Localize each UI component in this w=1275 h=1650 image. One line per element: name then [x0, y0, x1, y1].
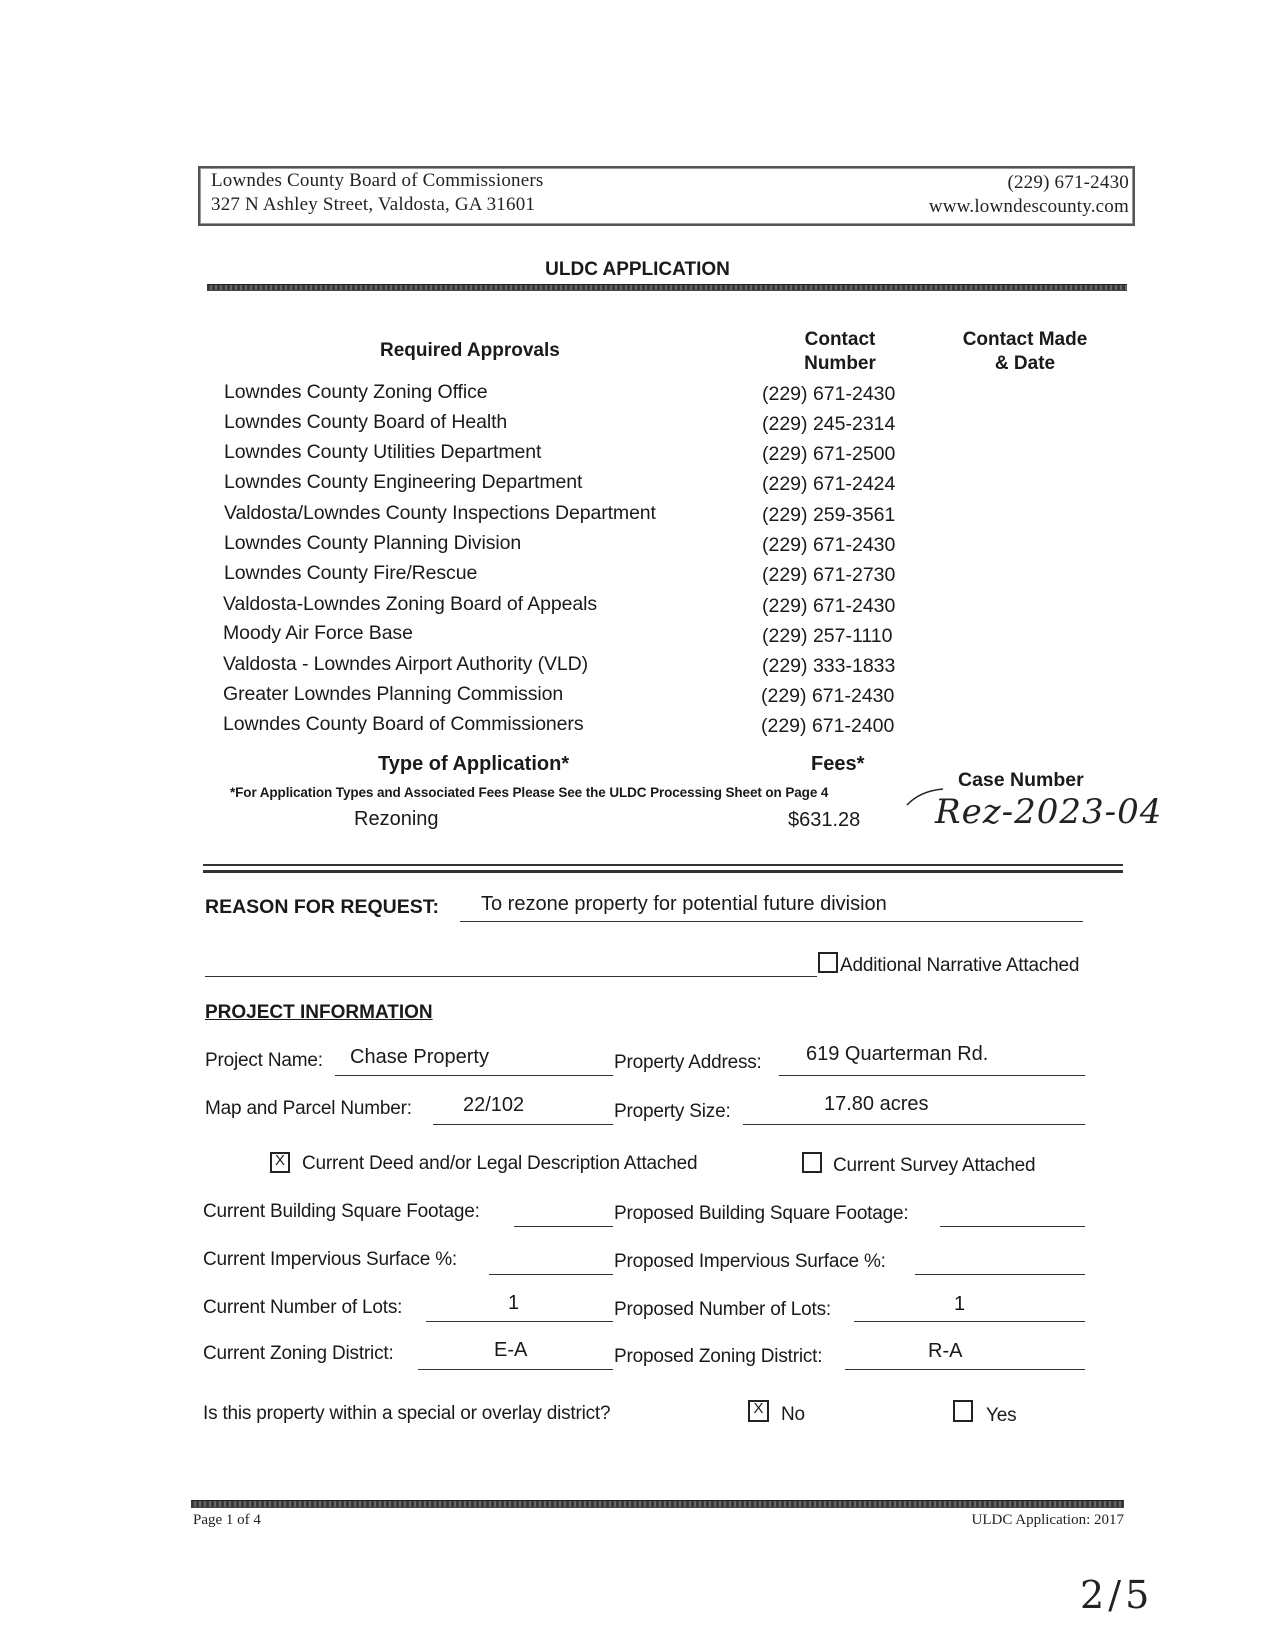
cur-zoning-value[interactable]: E-A	[494, 1339, 528, 1361]
approval-phone: (229) 671-2430	[762, 534, 896, 556]
col-header-contact-line2: Number	[804, 353, 876, 374]
approval-phone: (229) 671-2430	[762, 383, 896, 405]
narrative-checkbox[interactable]	[818, 952, 838, 973]
col-header-contact-line1: Contact	[804, 329, 876, 350]
cur-bldg-sqft-label: Current Building Square Footage:	[203, 1201, 480, 1222]
form-title: ULDC APPLICATION	[545, 259, 730, 280]
col-header-required-approvals: Required Approvals	[380, 340, 560, 361]
page-number: Page 1 of 4	[193, 1512, 261, 1528]
property-address-value[interactable]: 619 Quarterman Rd.	[806, 1043, 989, 1065]
approval-phone: (229) 671-2730	[762, 564, 896, 586]
prop-impervious-line[interactable]	[915, 1274, 1085, 1275]
overlay-no-checkbox[interactable]: X	[748, 1400, 769, 1422]
fees-note: *For Application Types and Associated Fees Please See the ULDC Processing Sheet on Page 4	[230, 785, 829, 800]
col-header-contact-number	[780, 328, 900, 376]
approval-phone: (229) 671-2424	[762, 473, 896, 495]
type-of-application-label: Type of Application*	[378, 753, 570, 775]
deed-checkbox-label: Current Deed and/or Legal Description Attached	[302, 1153, 698, 1174]
approval-name: Valdosta-Lowndes Zoning Board of Appeals	[223, 593, 597, 615]
deed-checkbox[interactable]: X	[270, 1152, 290, 1173]
survey-checkbox[interactable]	[802, 1152, 822, 1173]
project-name-label: Project Name:	[205, 1050, 323, 1071]
property-address-label: Property Address:	[614, 1052, 762, 1073]
cur-impervious-line[interactable]	[489, 1274, 613, 1275]
case-number-value[interactable]: Rez-2023-04	[935, 792, 1163, 832]
section-rule-top	[203, 864, 1123, 866]
approval-name: Valdosta/Lowndes County Inspections Department	[224, 502, 656, 524]
case-number-label: Case Number	[958, 769, 1084, 791]
project-name-value[interactable]: Chase Property	[350, 1046, 489, 1068]
org-address: 327 N Ashley Street, Valdosta, GA 31601	[211, 194, 536, 215]
property-size-label: Property Size:	[614, 1101, 731, 1122]
handwritten-page-number: 2 / 5	[1080, 1573, 1146, 1617]
prop-lots-value[interactable]: 1	[954, 1293, 966, 1315]
prop-bldg-sqft-label: Proposed Building Square Footage:	[614, 1203, 909, 1224]
prop-bldg-sqft-line[interactable]	[940, 1226, 1085, 1227]
title-rule	[207, 284, 1127, 291]
approval-name: Lowndes County Planning Division	[224, 532, 522, 554]
project-info-title: PROJECT INFORMATION	[205, 1002, 433, 1023]
approval-name: Lowndes County Board of Commissioners	[223, 713, 584, 735]
reason-label: REASON FOR REQUEST:	[205, 896, 440, 918]
reason-line-2[interactable]	[205, 976, 817, 977]
approval-phone: (229) 671-2430	[761, 685, 895, 707]
prop-zoning-line	[845, 1369, 1085, 1370]
prop-lots-line	[854, 1321, 1085, 1322]
cur-bldg-sqft-line[interactable]	[514, 1226, 613, 1227]
cur-zoning-line	[418, 1369, 613, 1370]
col-header-made-line2: & Date	[994, 353, 1056, 374]
cur-zoning-label: Current Zoning District:	[203, 1343, 394, 1364]
approval-name: Greater Lowndes Planning Commission	[223, 683, 564, 705]
survey-checkbox-label: Current Survey Attached	[833, 1155, 1036, 1176]
col-header-contact-made	[950, 328, 1100, 376]
cur-lots-value[interactable]: 1	[508, 1292, 520, 1314]
overlay-question: Is this property within a special or overlay district?	[203, 1403, 611, 1424]
overlay-yes-checkbox[interactable]	[953, 1400, 973, 1422]
prop-impervious-label: Proposed Impervious Surface %:	[614, 1251, 886, 1272]
map-parcel-value[interactable]: 22/102	[463, 1094, 525, 1116]
approval-phone: (229) 671-2430	[762, 595, 896, 617]
cur-lots-line	[426, 1321, 613, 1322]
section-rule-bottom	[203, 870, 1123, 873]
project-name-line	[335, 1075, 613, 1076]
prop-zoning-label: Proposed Zoning District:	[614, 1346, 823, 1367]
footer-rule	[191, 1500, 1124, 1508]
narrative-checkbox-label: Additional Narrative Attached	[840, 955, 1080, 976]
approval-name: Lowndes County Zoning Office	[224, 381, 488, 403]
form-version: ULDC Application: 2017	[971, 1512, 1124, 1528]
approval-name: Moody Air Force Base	[223, 622, 413, 644]
cur-lots-label: Current Number of Lots:	[203, 1297, 403, 1318]
approval-phone: (229) 671-2400	[761, 715, 895, 737]
fees-label: Fees*	[811, 753, 865, 775]
property-address-line	[779, 1075, 1085, 1076]
overlay-no-label: No	[781, 1404, 805, 1425]
approval-phone: (229) 333-1833	[762, 655, 896, 677]
cur-impervious-label: Current Impervious Surface %:	[203, 1249, 457, 1270]
map-parcel-label: Map and Parcel Number:	[205, 1098, 412, 1119]
approval-phone: (229) 671-2500	[762, 443, 896, 465]
approval-phone: (229) 245-2314	[762, 413, 896, 435]
map-parcel-line	[433, 1124, 613, 1125]
org-name: Lowndes County Board of Commissioners	[211, 170, 544, 191]
approval-name: Valdosta - Lowndes Airport Authority (VLD)	[223, 653, 589, 675]
approval-name: Lowndes County Board of Health	[224, 411, 508, 433]
property-size-line	[743, 1124, 1085, 1125]
approval-name: Lowndes County Engineering Department	[224, 471, 583, 493]
application-type-value[interactable]: Rezoning	[354, 808, 439, 830]
prop-lots-label: Proposed Number of Lots:	[614, 1299, 831, 1320]
org-phone: (229) 671-2430	[1007, 172, 1129, 193]
property-size-value[interactable]: 17.80 acres	[824, 1093, 929, 1115]
fee-value[interactable]: $631.28	[788, 809, 861, 831]
reason-value[interactable]: To rezone property for potential future division	[481, 893, 887, 915]
overlay-yes-label: Yes	[986, 1405, 1017, 1426]
org-website[interactable]: www.lowndescounty.com	[928, 196, 1129, 217]
reason-line-1	[460, 921, 1083, 922]
approval-name: Lowndes County Utilities Department	[224, 441, 542, 463]
approval-phone: (229) 257-1110	[762, 625, 893, 647]
approval-phone: (229) 259-3561	[762, 504, 896, 526]
col-header-made-line1: Contact Made	[962, 329, 1088, 350]
approval-name: Lowndes County Fire/Rescue	[224, 562, 478, 584]
prop-zoning-value[interactable]: R-A	[928, 1340, 963, 1362]
